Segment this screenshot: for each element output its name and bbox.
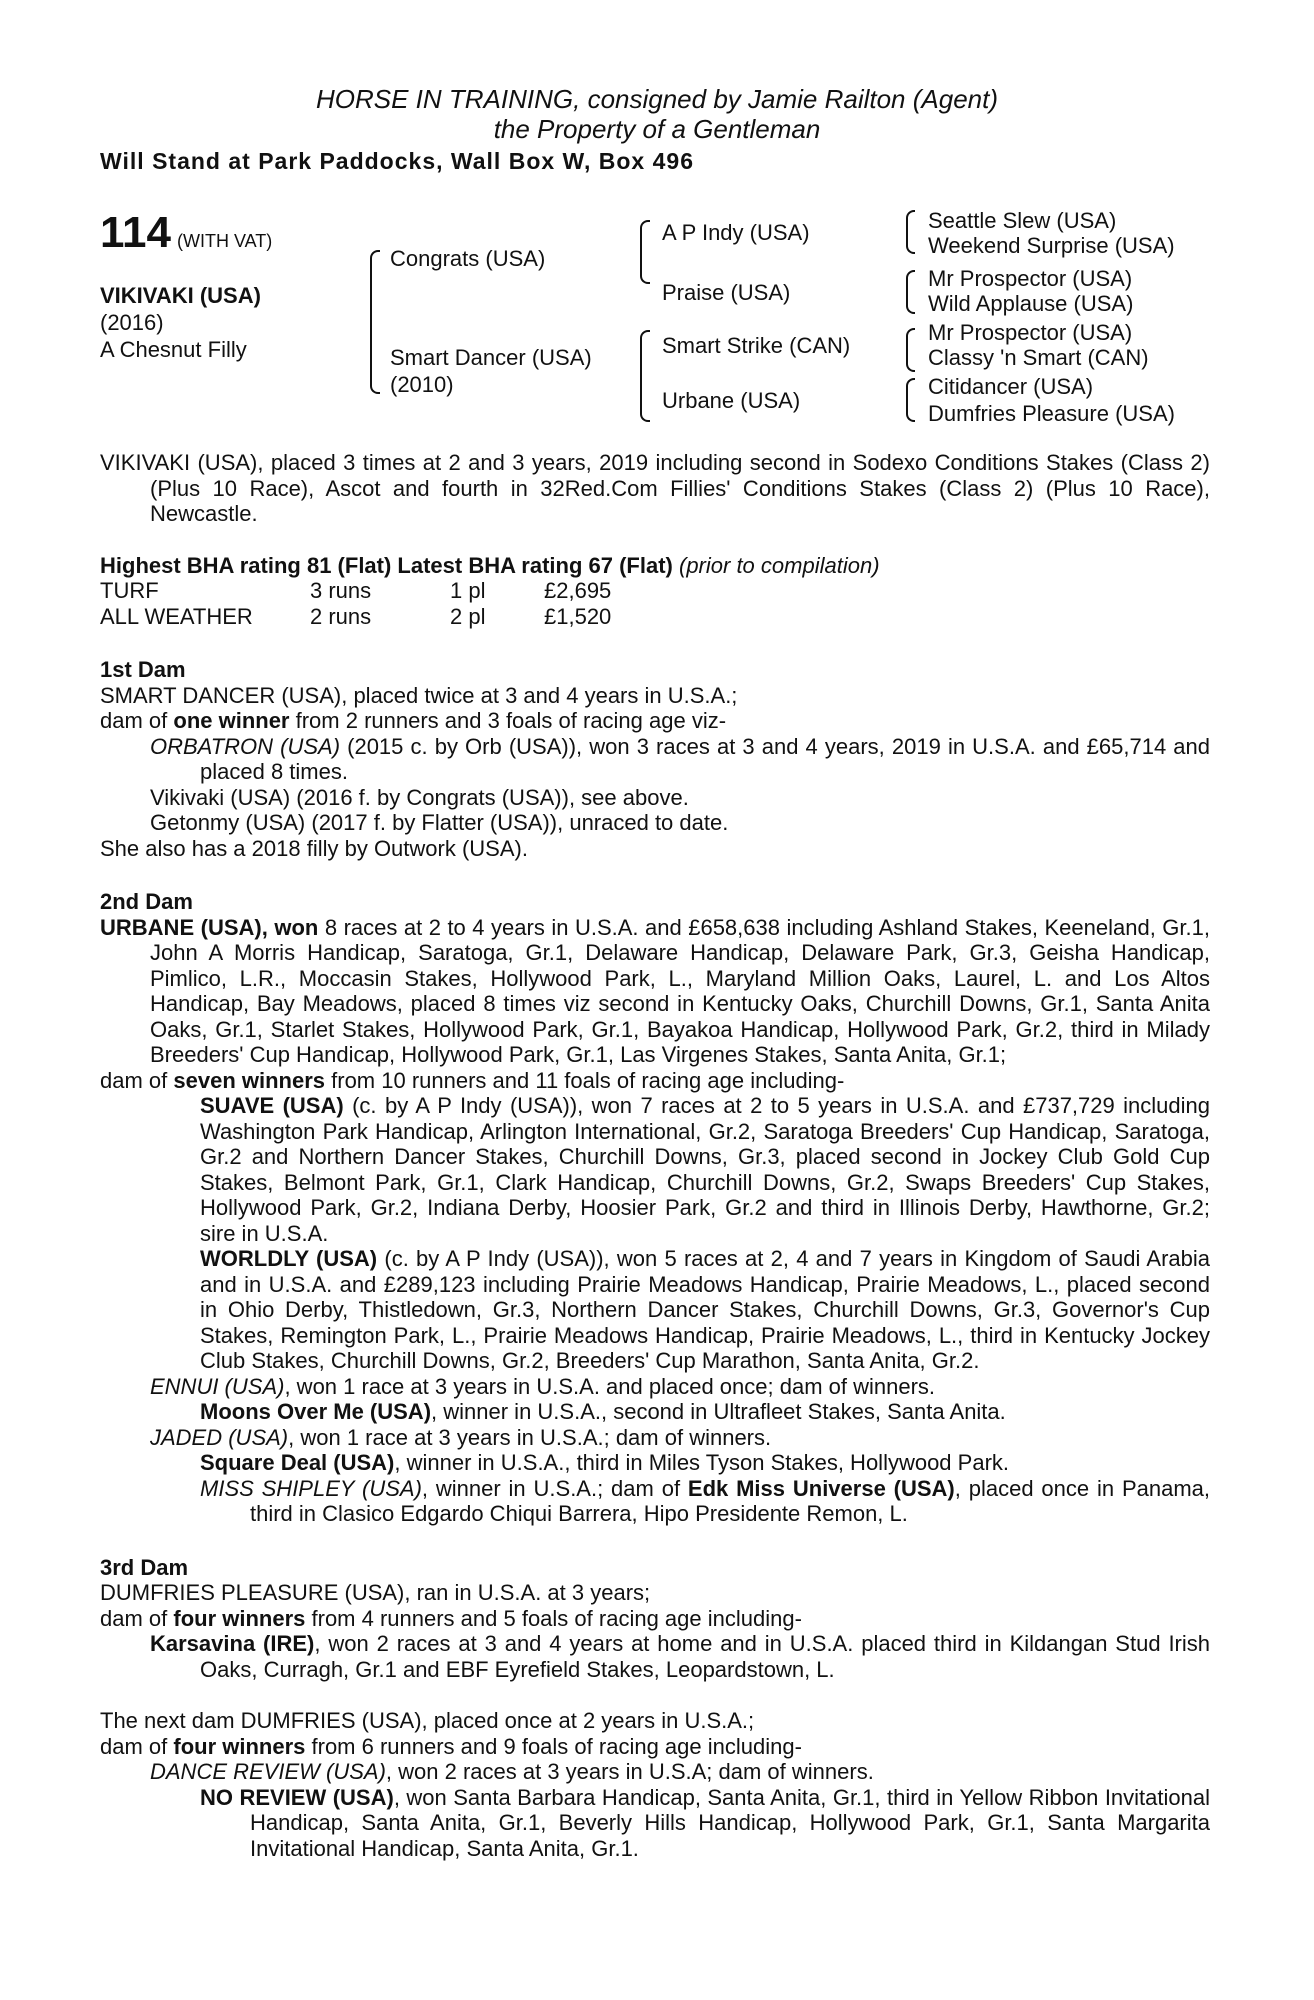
header-line-3: Will Stand at Park Paddocks, Wall Box W, Box 496 [100, 148, 694, 174]
offspring-name: DANCE REVIEW (USA) [150, 1759, 386, 1784]
offspring-miss-shipley [100, 1476, 1210, 1527]
offspring-name: Square Deal (USA) [200, 1450, 395, 1475]
text-run: from 2 runners and 3 foals of racing age viz- [289, 708, 727, 733]
text-run: dam of [100, 1067, 174, 1093]
offspring-moons [100, 1399, 1210, 1425]
summary-paragraph: VIKIVAKI (USA), placed 3 times at 2 and 3 years, 2019 including second in Sodexo Conditions Stakes (Class 2) (Plus 10 Race), Ascot and fourth in 32Red.Com Fillies' Conditions Stakes (Class 2) (Plus 10 Race), Newcastle. [100, 450, 1210, 526]
rating-note: (prior to compilation) [679, 552, 880, 578]
offspring-suave [100, 1093, 1210, 1246]
text-run: from 4 runners and 5 foals of racing age including- [305, 1605, 802, 1631]
offspring-karsavina [100, 1631, 1210, 1682]
rating-bold: Highest BHA rating 81 (Flat) Latest BHA rating 67 (Flat) [100, 552, 673, 578]
bracket-ss [906, 210, 915, 254]
bracket-dd [906, 378, 915, 422]
ped-ddd: Dumfries Pleasure (USA) [928, 401, 1175, 426]
offspring-name: SUAVE (USA) [200, 1093, 344, 1118]
next-dam-damof [100, 1734, 1210, 1760]
bracket-gen1 [370, 250, 380, 394]
offspring-getonmy: Getonmy (USA) (2017 f. by Flatter (USA)), unraced to date. [150, 810, 729, 835]
header-line-1: HORSE IN TRAINING, consigned by Jamie Railton (Agent) [315, 84, 999, 114]
ped-ss: A P Indy (USA) [662, 220, 810, 245]
horse-info [100, 282, 261, 363]
bracket-sd [906, 270, 915, 314]
rating-row-aw [100, 604, 1210, 630]
rating-pl: 1 pl [450, 578, 486, 603]
ped-dds: Citidancer (USA) [928, 374, 1094, 399]
offspring-name: Karsavina (IRE) [150, 1631, 315, 1656]
text-run: , winner in U.S.A.; dam of [421, 1475, 688, 1501]
offspring-name: Edk Miss Universe (USA) [687, 1475, 955, 1501]
text-run: , won 1 race at 3 years in U.S.A.; dam of winners. [288, 1424, 772, 1450]
offspring-name: Moons Over Me (USA) [200, 1399, 432, 1424]
dam3-title: 3rd Dam [100, 1554, 189, 1580]
text-run: , won 2 races at 3 years in U.S.A; dam of winners. [385, 1759, 874, 1784]
ped-dss: Mr Prospector (USA) [928, 320, 1133, 345]
rating-row-turf [100, 578, 1210, 604]
ped-sds: Mr Prospector (USA) [928, 266, 1133, 291]
ped-dd: Urbane (USA) [662, 388, 801, 413]
winners-count: four winners [173, 1605, 306, 1631]
bracket-ds [906, 328, 915, 372]
horse-year: (2016) [100, 310, 164, 335]
text-run: 8 races at 2 to 4 years in U.S.A. and £658,638 including Ashland Stakes, Keeneland, Gr.1, John A Morris Handicap, Saratoga, Gr.1, Delaware Handicap, Delaware Park, Gr.3, Geisha Handicap, Pimlico, L.R., Moccasin Stakes, Hollywood Park, L., Maryland Million Oaks, Laurel, L. and Los Altos Handicap, Bay Meadows, placed 8 times viz second in Kentucky Oaks, Churchill Downs, Gr.1, Santa Anita Oaks, Gr.1, Starlet Stakes, Hollywood Park, Gr.1, Bayakoa Handicap, Hollywood Park, Gr.2, third in Milady Breeders' Cup Handicap, Hollywood Park, Gr.1, Las Virgenes Stakes, Santa Anita, Gr.1; [150, 914, 1210, 1067]
offspring-jaded [100, 1425, 1210, 1451]
offspring-name: ORBATRON (USA) [150, 733, 341, 759]
ped-dam-year: (2010) [390, 372, 454, 397]
text-run: , placed once in Panama, third in Clasico Edgardo Chiqui Barrera, Hipo Presidente Remon, L. [250, 1475, 1210, 1526]
header-line-2: the Property of a Gentleman [493, 114, 821, 144]
text-run: dam of [100, 1733, 174, 1759]
ped-ds: Smart Strike (CAN) [662, 333, 851, 358]
vat-label: (WITH VAT) [176, 231, 273, 251]
rating-amount: £1,520 [544, 603, 612, 629]
lot-number: 114 [100, 208, 171, 257]
winners-count: seven winners [173, 1067, 326, 1093]
ped-dam: Smart Dancer (USA) [390, 345, 592, 370]
winners-count: four winners [173, 1733, 306, 1759]
text-run: , winner in U.S.A., third in Miles Tyson Stakes, Hollywood Park. [394, 1450, 1010, 1475]
rating-runs: 2 runs [310, 603, 372, 629]
text-run: from 6 runners and 9 foals of racing age including- [305, 1733, 802, 1759]
ped-dsd: Classy 'n Smart (CAN) [928, 345, 1149, 370]
rating-line [100, 553, 1210, 579]
next-dam-line1: The next dam DUMFRIES (USA), placed once at 2 years in U.S.A.; [100, 1708, 755, 1733]
ped-sd: Praise (USA) [662, 280, 791, 305]
text-run: (2015 c. by Orb (USA)), won 3 races at 3 and 4 years, 2019 in U.S.A. and £65,714 and placed 8 times. [200, 733, 1210, 784]
dam1-line3: She also has a 2018 filly by Outwork (USA). [100, 835, 528, 861]
horse-name: VIKIVAKI (USA) [100, 283, 261, 308]
text-run: (c. by A P Indy (USA)), won 7 races at 2 to 5 years in U.S.A. and £737,729 including Washington Park Handicap, Arlington International, Gr.2, Saratoga Breeders' Cup Handicap, Saratoga, Gr.2 and Northern Dancer Stakes, Churchill Downs, Gr.3, placed second in Jockey Club Gold Cup Stakes, Belmont Park, Gr.1, Clark Handicap, Churchill Downs, Gr.2, Swaps Breeders' Cup Stakes, Hollywood Park, Gr.2, Indiana Derby, Hoosier Park, Gr.2 and third in Illinois Derby, Hawthorne, Gr.2; sire in U.S.A. [200, 1093, 1210, 1246]
offspring-ennui [100, 1374, 1210, 1400]
catalogue-text [100, 450, 1210, 1861]
text-run: dam of [100, 708, 174, 733]
bracket-sire [640, 220, 650, 284]
dam1-title: 1st Dam [100, 657, 186, 682]
rating-surface: ALL WEATHER [100, 603, 253, 629]
dam1-line1: SMART DANCER (USA), placed twice at 3 and 4 years in U.S.A.; [100, 682, 738, 708]
offspring-name: NO REVIEW (USA) [200, 1784, 394, 1810]
text-run: dam of [100, 1605, 174, 1631]
offspring-name: JADED (USA) [150, 1424, 289, 1450]
offspring-name: ENNUI (USA) [150, 1373, 285, 1399]
offspring-square [100, 1450, 1210, 1476]
offspring-no-review [100, 1785, 1210, 1862]
offspring-dance-review [100, 1759, 1210, 1785]
text-run: , winner in U.S.A., second in Ultrafleet Stakes, Santa Anita. [431, 1399, 1006, 1424]
rating-surface: TURF [100, 578, 159, 603]
rating-pl: 2 pl [450, 603, 486, 629]
dam2-title: 2nd Dam [100, 889, 193, 914]
horse-desc: A Chesnut Filly [100, 337, 247, 362]
text-run: , won 1 race at 3 years in U.S.A. and placed once; dam of winners. [284, 1373, 936, 1399]
rating-runs: 3 runs [310, 578, 372, 603]
ped-sdd: Wild Applause (USA) [928, 291, 1134, 316]
bracket-dam [640, 330, 650, 422]
text-run: , won 2 races at 3 and 4 years at home and in U.S.A. placed third in Kildangan Stud Irish Oaks, Curragh, Gr.1 and EBF Eyrefield Stakes, Leopardstown, L. [200, 1631, 1211, 1682]
offspring-vikivaki: Vikivaki (USA) (2016 f. by Congrats (USA)), see above. [150, 784, 689, 810]
dam3-damof [100, 1606, 1210, 1632]
lot-number-block [100, 208, 272, 258]
ped-ssd: Weekend Surprise (USA) [928, 233, 1175, 258]
offspring-name: MISS SHIPLEY (USA) [200, 1475, 422, 1501]
ped-sire: Congrats (USA) [390, 246, 546, 271]
offspring-orbatron [100, 734, 1210, 785]
ped-sss: Seattle Slew (USA) [928, 208, 1117, 233]
winners-count: one winner [173, 708, 290, 733]
dam1-line2 [100, 708, 1210, 734]
rating-amount: £2,695 [544, 578, 612, 603]
dam3-line1: DUMFRIES PLEASURE (USA), ran in U.S.A. at 3 years; [100, 1580, 651, 1605]
dam2-paragraph [100, 915, 1210, 1068]
dam2-damof [100, 1068, 1210, 1094]
offspring-name: WORLDLY (USA) [200, 1246, 378, 1271]
text-run: , won Santa Barbara Handicap, Santa Anita, Gr.1, third in Yellow Ribbon Invitational Handicap, Santa Anita, Gr.1, Beverly Hills Handicap, Hollywood Park, Gr.1, Santa Margarita Invitational Handicap, Santa Anita, Gr.1. [250, 1784, 1210, 1861]
text-run: from 10 runners and 11 foals of racing age including- [325, 1067, 845, 1093]
dam2-name: URBANE (USA), won [100, 914, 319, 940]
offspring-worldly [100, 1246, 1210, 1374]
text-run: (c. by A P Indy (USA)), won 5 races at 2, 4 and 7 years in Kingdom of Saudi Arabia and in U.S.A. and £289,123 including Prairie Meadows Handicap, Prairie Meadows, L., placed second in Ohio Derby, Thistledown, Gr.3, Northern Dancer Stakes, Churchill Downs, Gr.3, Governor's Cup Stakes, Remington Park, L., Prairie Meadows Handicap, Prairie Meadows, L., third in Kentucky Jockey Club Stakes, Churchill Downs, Gr.2, Breeders' Cup Marathon, Santa Anita, Gr.2. [200, 1246, 1211, 1373]
